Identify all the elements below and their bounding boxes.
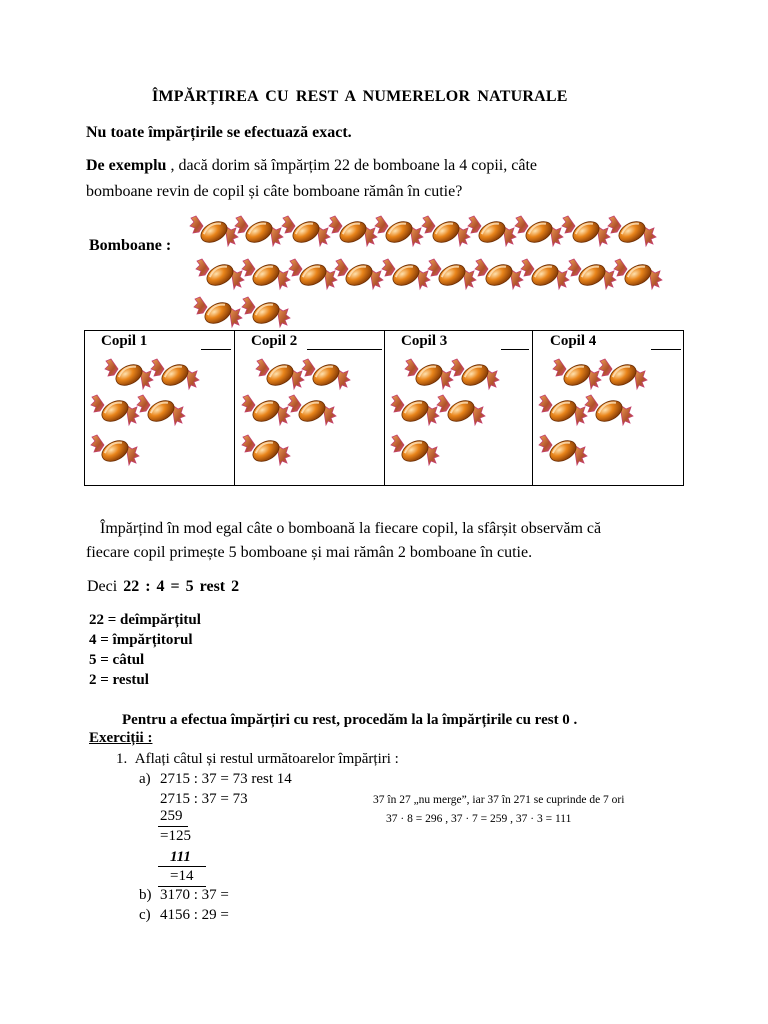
candy-icon: [614, 255, 662, 293]
candy-icon: [405, 355, 453, 393]
candy-icon: [282, 212, 330, 250]
candy-icon: [422, 212, 470, 250]
item-b-equation: 3170 : 37 =: [160, 887, 229, 903]
candy-icon: [391, 391, 439, 429]
candy-icon: [256, 355, 304, 393]
candy-icon: [194, 293, 242, 331]
candy-icon: [585, 391, 633, 429]
candy-icon: [242, 431, 290, 469]
exercises-heading: Exerciții :: [89, 730, 153, 746]
candy-icon: [475, 255, 523, 293]
example-line-1-text: , dacă dorim să împărțim 22 de bomboane la 4 copii, câte: [166, 157, 537, 174]
candy-icon: [553, 355, 601, 393]
child-3-line: [501, 349, 529, 350]
child-1-line: [201, 349, 231, 350]
candy-icon: [242, 293, 290, 331]
candy-icon: [235, 212, 283, 250]
candy-icon: [302, 355, 350, 393]
conclusion-row: [87, 578, 239, 596]
task-1-text: Aflați câtul și restul următoarelor împărțiri :: [134, 751, 399, 767]
division-line: [158, 866, 206, 867]
child-4-label: Copil 4: [550, 333, 597, 349]
candy-icon: [428, 255, 476, 293]
candy-icon: [190, 212, 238, 250]
candy-icon: [335, 255, 383, 293]
candy-icon: [196, 255, 244, 293]
example-line-1: [86, 157, 537, 175]
candy-icon: [137, 391, 185, 429]
candy-icon: [562, 212, 610, 250]
candy-icon: [375, 212, 423, 250]
item-c-equation: 4156 : 29 =: [160, 907, 229, 923]
candy-icon: [539, 431, 587, 469]
child-2-label: Copil 2: [251, 333, 298, 349]
table-divider: [234, 331, 235, 485]
explanation-line-2: fiecare copil primește 5 bomboane și mai rămân 2 bomboane în cutie.: [86, 544, 533, 561]
division-line: [158, 826, 188, 827]
example-lead: De exemplu: [86, 157, 167, 174]
item-a-letter: a): [139, 771, 151, 787]
child-3-label: Copil 3: [401, 333, 448, 349]
candy-icon: [242, 391, 290, 429]
task-1: [116, 751, 399, 768]
candy-icon: [289, 255, 337, 293]
candy-icon: [151, 355, 199, 393]
candy-icon: [468, 212, 516, 250]
item-a-step-1: 259: [160, 808, 183, 824]
candy-icon: [521, 255, 569, 293]
child-4-line: [651, 349, 681, 350]
term-quotient: 5 = câtul: [89, 652, 145, 668]
term-remainder: 2 = restul: [89, 672, 149, 688]
intro-text: Nu toate împărțirile se efectuază exact.: [86, 124, 352, 141]
explanation-line-1: Împărțind în mod egal câte o bomboană la fiecare copil, la sfârșit observăm că: [100, 520, 602, 537]
candy-icon: [382, 255, 430, 293]
item-a-step-4: =14: [170, 868, 194, 884]
item-a-answer: 2715 : 37 = 73 rest 14: [160, 771, 292, 787]
item-a-step-2: =125: [160, 828, 191, 844]
table-divider: [384, 331, 385, 485]
candy-icon: [91, 431, 139, 469]
conclusion-word: Deci: [87, 578, 118, 595]
conclusion-equation: 22 : 4 = 5 rest 2: [123, 578, 240, 595]
candy-icon: [329, 212, 377, 250]
page-title: ÎMPĂRȚIREA CU REST A NUMERELOR NATURALE: [152, 88, 568, 105]
candy-icon: [105, 355, 153, 393]
candy-icon: [242, 255, 290, 293]
example-line-2: bomboane revin de copil și câte bomboane rămân în cutie?: [86, 183, 463, 200]
candy-icon: [391, 431, 439, 469]
candy-icon: [437, 391, 485, 429]
term-divisor: 4 = împărțitorul: [89, 632, 193, 648]
hint-line-2: 37 · 8 = 296 , 37 · 7 = 259 , 37 · 3 = 111: [386, 813, 572, 825]
task-1-number: 1.: [116, 751, 128, 767]
candy-icon: [568, 255, 616, 293]
item-b-letter: b): [139, 887, 152, 903]
child-1-label: Copil 1: [101, 333, 148, 349]
candy-icon: [599, 355, 647, 393]
table-divider: [532, 331, 533, 485]
term-dividend: 22 = deîmpărțitul: [89, 612, 201, 628]
candy-icon: [515, 212, 563, 250]
candy-icon: [91, 391, 139, 429]
candy-icon: [288, 391, 336, 429]
item-a-step-3: 111: [170, 849, 191, 865]
candy-icon: [451, 355, 499, 393]
child-2-line: [307, 349, 382, 350]
candy-icon: [539, 391, 587, 429]
candies-label: Bomboane :: [89, 237, 172, 254]
procedure-text: Pentru a efectua împărțiri cu rest, procedăm la la împărțirile cu rest 0 .: [122, 712, 578, 728]
candy-icon: [608, 212, 656, 250]
item-c-letter: c): [139, 907, 151, 923]
item-a-equation: 2715 : 37 = 73: [160, 791, 248, 807]
children-table: [84, 330, 684, 486]
hint-line-1: 37 în 27 „nu merge”, iar 37 în 271 se cuprinde de 7 ori: [373, 794, 625, 806]
